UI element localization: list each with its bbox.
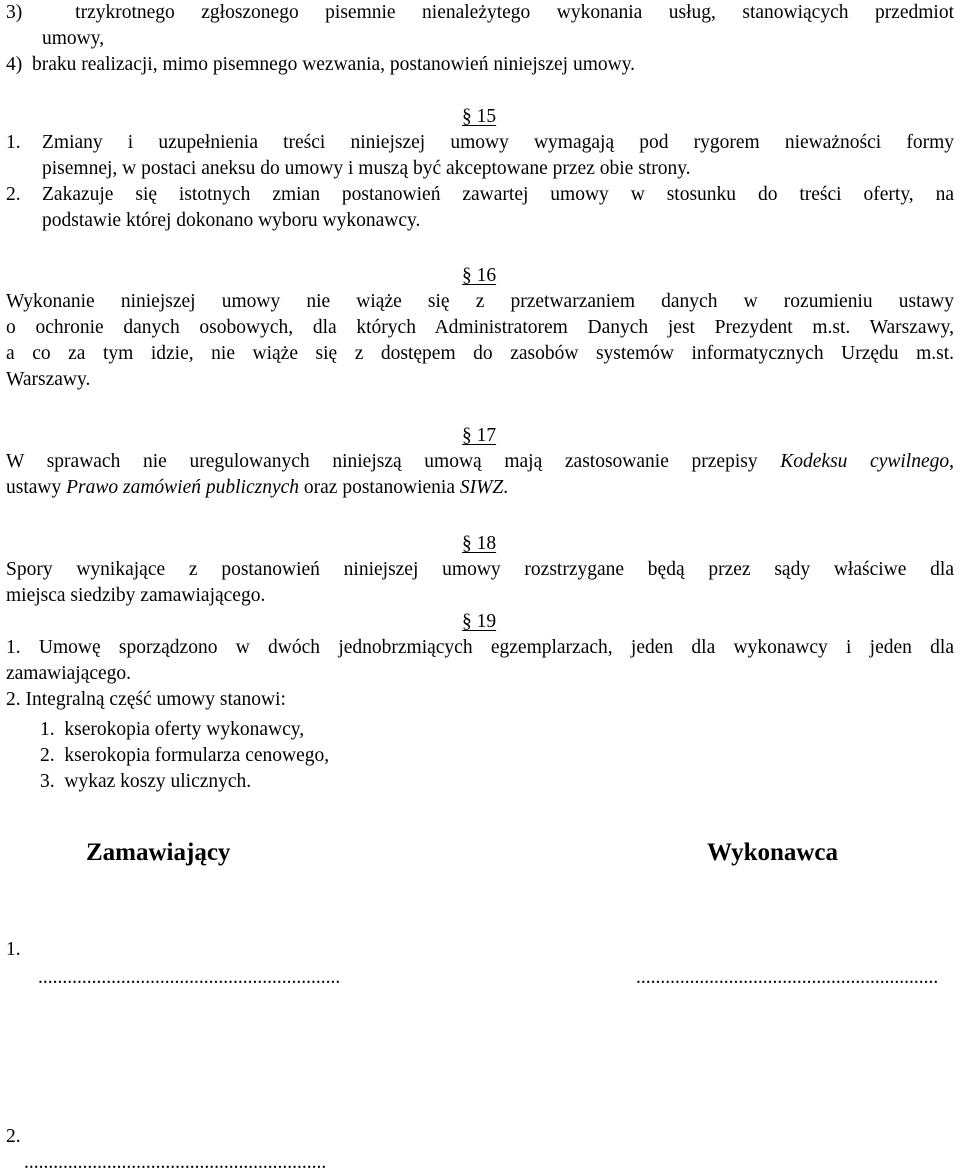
section-18-heading: § 18	[462, 533, 497, 554]
attachment-item: 2. kserokopia formularza cenowego,	[40, 745, 330, 766]
signature-line-bottom: ..............................................................	[24, 1152, 327, 1173]
section-15-heading: § 15	[462, 106, 497, 127]
attachment-item: 1. kserokopia oferty wykonawcy,	[40, 719, 305, 740]
signature-label-zamawiajacy: Zamawiający	[86, 839, 231, 866]
item-3-line-2: umowy,	[42, 28, 105, 49]
attachment-item: 3. wykaz koszy ulicznych.	[40, 771, 252, 792]
s16-line-3: a co za tym idzie, nie wiąże się z dostępem do zasobów systemów informatycznych Urzędu m.st.	[6, 343, 954, 364]
s16-line-4: Warszawy.	[6, 369, 91, 390]
s17-line-1: W sprawach nie uregulowanych niniejszą umową mają zastosowanie przepisy Kodeksu cywilnego,	[6, 451, 954, 472]
signature-line-right: ..............................................................	[636, 967, 939, 988]
s15-p1-line-1: Zmiany i uzupełnienia treści niniejszej umowy wymagają pod rygorem nieważności formy	[42, 132, 954, 153]
item-4: 4) braku realizacji, mimo pisemnego wezwania, postanowień niniejszej umowy.	[6, 54, 636, 75]
s18-line-1: Spory wynikające z postanowień niniejszej umowy rozstrzygane będą przez sądy właściwe dla	[6, 559, 954, 580]
s17-line-2: ustawy Prawo zamówień publicznych oraz postanowienia SIWZ.	[6, 477, 509, 498]
s15-p2-number: 2.	[6, 184, 21, 205]
s15-p1-number: 1.	[6, 132, 21, 153]
signature-line-left: ..............................................................	[38, 967, 341, 988]
signatory-number-2: 2.	[6, 1126, 21, 1147]
s15-p2-line-1: Zakazuje się istotnych zmian postanowień zawartej umowy w stosunku do treści oferty, na	[42, 184, 954, 205]
s15-p1-line-2: pisemnej, w postaci aneksu do umowy i muszą być akceptowane przez obie strony.	[42, 158, 691, 179]
siwz-italic: SIWZ	[459, 477, 504, 498]
prawo-zamowien-italic: Prawo zamówień publicznych	[66, 477, 300, 498]
s19-p1-line-1: 1. Umowę sporządzono w dwóch jednobrzmiących egzemplarzach, jeden dla wykonawcy i jeden dla	[6, 637, 954, 658]
section-17-heading: § 17	[462, 425, 497, 446]
signature-label-wykonawca: Wykonawca	[707, 839, 839, 866]
signatory-number-1: 1.	[6, 939, 21, 960]
s18-line-2: miejsca siedziby zamawiającego.	[6, 585, 266, 606]
s16-line-2: o ochronie danych osobowych, dla których Administratorem Danych jest Prezydent m.st. Warszawy,	[6, 317, 954, 338]
item-3-line-1: 3) trzykrotnego zgłoszonego pisemnie nienależytego wykonania usług, stanowiących przedmiot	[6, 2, 954, 23]
kodeks-cywilny-italic: Kodeksu cywilnego	[780, 451, 950, 472]
s19-p1-line-2: zamawiającego.	[6, 663, 132, 684]
section-19-heading: § 19	[462, 611, 497, 632]
s16-line-1: Wykonanie niniejszej umowy nie wiąże się z przetwarzaniem danych w rozumieniu ustawy	[6, 291, 954, 312]
section-16-heading: § 16	[462, 265, 497, 286]
s19-p2: 2. Integralną część umowy stanowi:	[6, 689, 286, 710]
s15-p2-line-2: podstawie której dokonano wyboru wykonawcy.	[42, 210, 421, 231]
